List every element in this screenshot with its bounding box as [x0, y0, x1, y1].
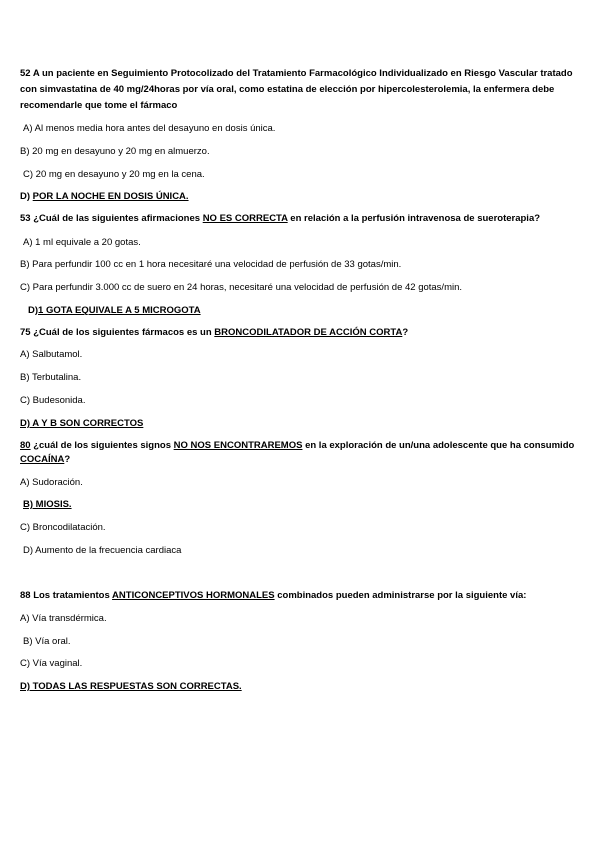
q52-stem-line-2: con simvastatina de 40 mg/24horas por vía oral, como estatina de elección por hipercolesterolemia, la enfermera debe	[20, 84, 555, 95]
q75-stem-post: ?	[402, 327, 409, 338]
q75-answer: D) A Y B SON CORRECTOS	[20, 418, 144, 429]
q75-stem-key: BRONCODILATADOR DE ACCIÓN CORTA	[214, 327, 403, 338]
q53-option-c: C) Para perfundir 3.000 cc de suero en 24 horas, necesitaré una velocidad de perfusión de 42 gotas/min.	[20, 282, 463, 293]
q53-stem-key: NO ES CORRECTA	[202, 213, 288, 224]
q80-option-a: A) Sudoración.	[20, 477, 83, 488]
q75-option-a: A) Salbutamol.	[20, 349, 83, 360]
q53-stem-post: en relación a la perfusión intravenosa de sueroterapia?	[287, 213, 541, 224]
q80-option-d: D) Aumento de la frecuencia cardiaca	[23, 545, 182, 556]
q52-option-b: B) 20 mg en desayuno y 20 mg en almuerzo.	[20, 146, 210, 157]
q52-answer: POR LA NOCHE EN DOSIS ÚNICA.	[32, 191, 189, 202]
q88-stem-pre: 88 Los tratamientos	[20, 590, 113, 601]
q53-option-a: A) 1 ml equivale a 20 gotas.	[23, 237, 141, 248]
q80-stem-key2: COCAÍNA	[20, 454, 65, 465]
q53-stem-pre: 53 ¿Cuál de las siguientes afirmaciones	[20, 213, 203, 224]
q53-stem	[20, 212, 540, 225]
q80-option-c: C) Broncodilatación.	[20, 522, 106, 533]
q88-option-a: A) Vía transdérmica.	[20, 613, 107, 624]
q75-stem	[20, 326, 408, 339]
q88-option-c: C) Vía vaginal.	[20, 658, 83, 669]
q88-stem-post: combinados pueden administrarse por la siguiente vía:	[274, 590, 527, 601]
q52-option-d	[20, 190, 189, 203]
q80-stem-line-1	[20, 439, 574, 452]
q75-option-b: B) Terbutalina.	[20, 372, 82, 383]
q88-stem	[20, 589, 526, 602]
q88-stem-key: ANTICONCEPTIVOS HORMONALES	[112, 590, 275, 601]
q75-stem-pre: 75 ¿Cuál de los siguientes fármacos es un	[20, 327, 215, 338]
q80-stem-post: en la exploración de un/una adolescente que ha consumido	[302, 440, 575, 451]
q53-option-d-prefix: D)	[28, 305, 39, 316]
q75-option-c: C) Budesonida.	[20, 395, 86, 406]
q52-stem-line-1: 52 A un paciente en Seguimiento Protocolizado del Tratamiento Farmacológico Individualizado en Riesgo Vascular tratado	[20, 68, 573, 79]
q52-option-c: C) 20 mg en desayuno y 20 mg en la cena.	[23, 169, 205, 180]
q80-stem-pre: ¿cuál de los siguientes signos	[30, 440, 174, 451]
q80-stem-post2: ?	[64, 454, 71, 465]
q80-stem-key: NO NOS ENCONTRAREMOS	[173, 440, 303, 451]
q88-answer: D) TODAS LAS RESPUESTAS SON CORRECTAS.	[20, 681, 242, 692]
q80-stem-line-2	[20, 453, 70, 466]
q53-answer: 1 GOTA EQUIVALE A 5 MICROGOTA	[38, 305, 201, 316]
q52-option-a: A) Al menos media hora antes del desayuno en dosis única.	[23, 123, 276, 134]
q80-number: 80	[20, 440, 31, 451]
q53-option-d	[28, 304, 201, 317]
q80-answer: B) MIOSIS.	[23, 499, 72, 510]
q88-option-b: B) Vía oral.	[23, 636, 71, 647]
q52-option-d-prefix: D)	[20, 191, 33, 202]
q53-option-b: B) Para perfundir 100 cc en 1 hora necesitaré una velocidad de perfusión de 33 gotas/min.	[20, 259, 402, 270]
q52-stem-line-3: recomendarle que tome el fármaco	[20, 100, 178, 111]
